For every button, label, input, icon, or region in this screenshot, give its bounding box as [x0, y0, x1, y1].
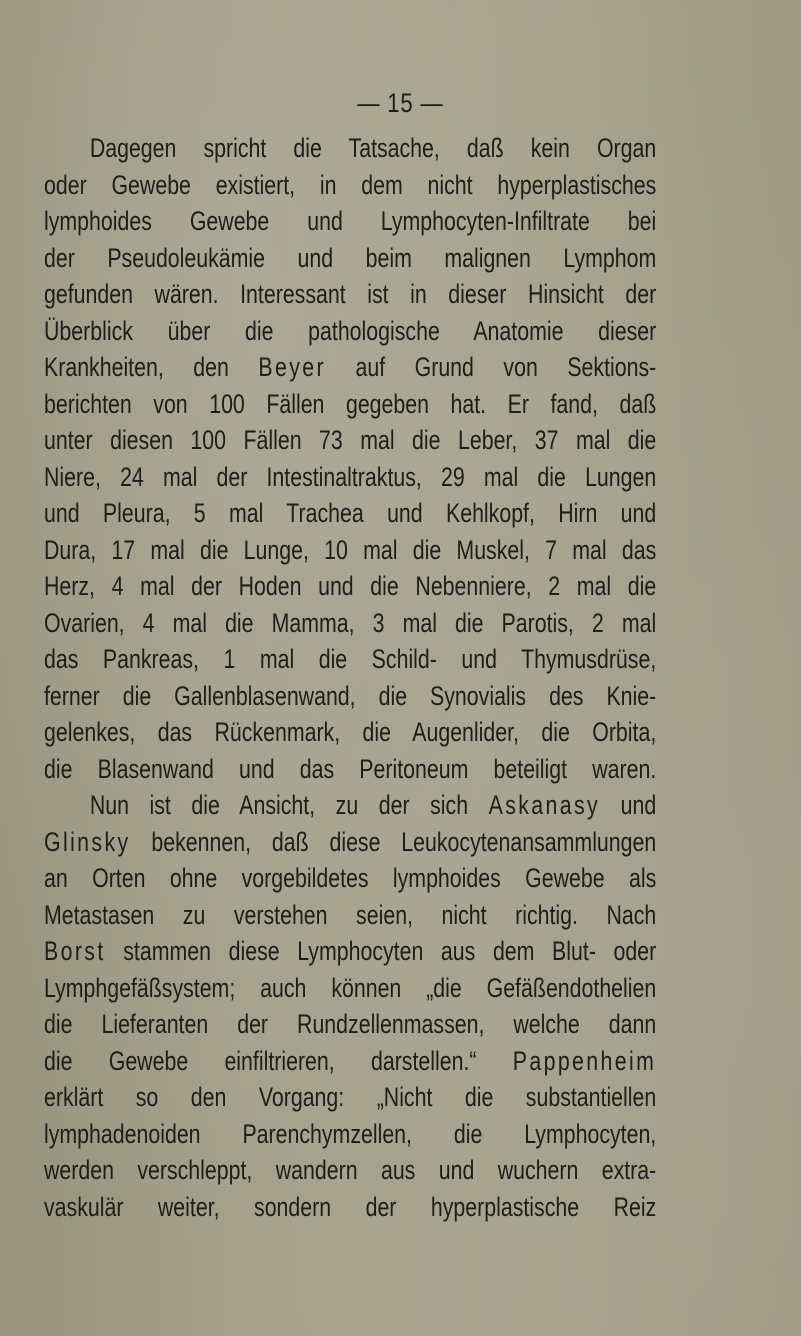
text-line: an Orten ohne vorgebildetes lymphoides Gewebe als: [44, 863, 657, 893]
author-name-borst: Borst: [44, 936, 106, 966]
text-line: Dagegen spricht die Tatsache, daß kein Organ: [89, 133, 657, 163]
author-name-askanasy: Askanasy: [488, 790, 601, 820]
text-fragment: und: [620, 790, 657, 820]
text-line: Überblick über die pathologische Anatomie dieser: [44, 315, 657, 346]
author-name-pappenheim: Pappenheim: [512, 1045, 657, 1076]
text-line: der Pseudoleukämie und beim malignen Lymphom: [44, 242, 657, 273]
text-line: ferner die Gallenblasenwand, die Synovialis des Knie-: [44, 680, 657, 711]
text-line: berichten von 100 Fällen gegeben hat. Er fand, daß: [44, 388, 657, 419]
text-line: die Lieferanten der Rundzellenmassen, welche dann: [44, 1009, 657, 1039]
paragraph-2: [44, 787, 784, 1225]
text-line: gefunden wären. Interessant ist in dieser Hinsicht der: [44, 279, 657, 309]
text-line: gelenkes, das Rückenmark, die Augenlider, die Orbita,: [44, 717, 657, 747]
text-line: unter diesen 100 Fällen 73 mal die Leber, 37 mal die: [44, 425, 657, 455]
text-line: Lymphgefäßsystem; auch können „die Gefäßendothelien: [44, 972, 657, 1003]
text-fragment: Krankheiten, den: [44, 352, 229, 382]
text-fragment: Nun ist die Ansicht, zu der sich: [89, 790, 469, 820]
text-line: [44, 824, 656, 861]
page-number: — 15 —: [357, 88, 444, 118]
text-line: [44, 349, 656, 386]
text-line: lymphadenoiden Parenchymzellen, die Lymphocyten,: [44, 1118, 657, 1149]
text-line: die Blasenwand und das Peritoneum beteiligt waren.: [44, 753, 657, 784]
text-line: vaskulär weiter, sondern der hyperplastische Reiz: [44, 1191, 657, 1222]
text-line: das Pankreas, 1 mal die Schild- und Thymusdrüse,: [44, 644, 657, 674]
text-fragment: stammen diese Lymphocyten aus dem Blut- oder: [123, 936, 657, 966]
text-fragment: die Gewebe einfiltrieren, darstellen.“: [44, 1045, 477, 1076]
text-line: [44, 787, 656, 824]
text-line: Ovarien, 4 mal die Mamma, 3 mal die Parotis, 2 mal: [44, 607, 657, 638]
text-line: und Pleura, 5 mal Trachea und Kehlkopf, Hirn und: [44, 498, 657, 528]
text-line: erklärt so den Vorgang: „Nicht die substantiellen: [44, 1082, 657, 1112]
author-name-beyer: Beyer: [258, 352, 326, 382]
text-line: [44, 1043, 656, 1080]
text-line: Herz, 4 mal der Hoden und die Nebenniere, 2 mal die: [44, 571, 657, 601]
text-line: Niere, 24 mal der Intestinaltraktus, 29 mal die Lungen: [44, 461, 657, 492]
text-line: Metastasen zu verstehen seien, nicht richtig. Nach: [44, 899, 657, 930]
paragraph-1: [44, 130, 784, 787]
author-name-glinsky: Glinsky: [44, 826, 131, 857]
text-line: Dura, 17 mal die Lunge, 10 mal die Muskel, 7 mal das: [44, 534, 657, 565]
body-text: [44, 130, 784, 1225]
text-line: lymphoides Gewebe und Lymphocyten-Infiltrate bei: [44, 206, 657, 236]
text-line: [44, 933, 656, 970]
text-line: oder Gewebe existiert, in dem nicht hyperplastisches: [44, 169, 657, 200]
text-fragment: bekennen, daß diese Leukocytenansammlungen: [151, 826, 657, 857]
text-fragment: auf Grund von Sektions-: [355, 352, 657, 382]
text-line: werden verschleppt, wandern aus und wuchern extra-: [44, 1155, 657, 1185]
